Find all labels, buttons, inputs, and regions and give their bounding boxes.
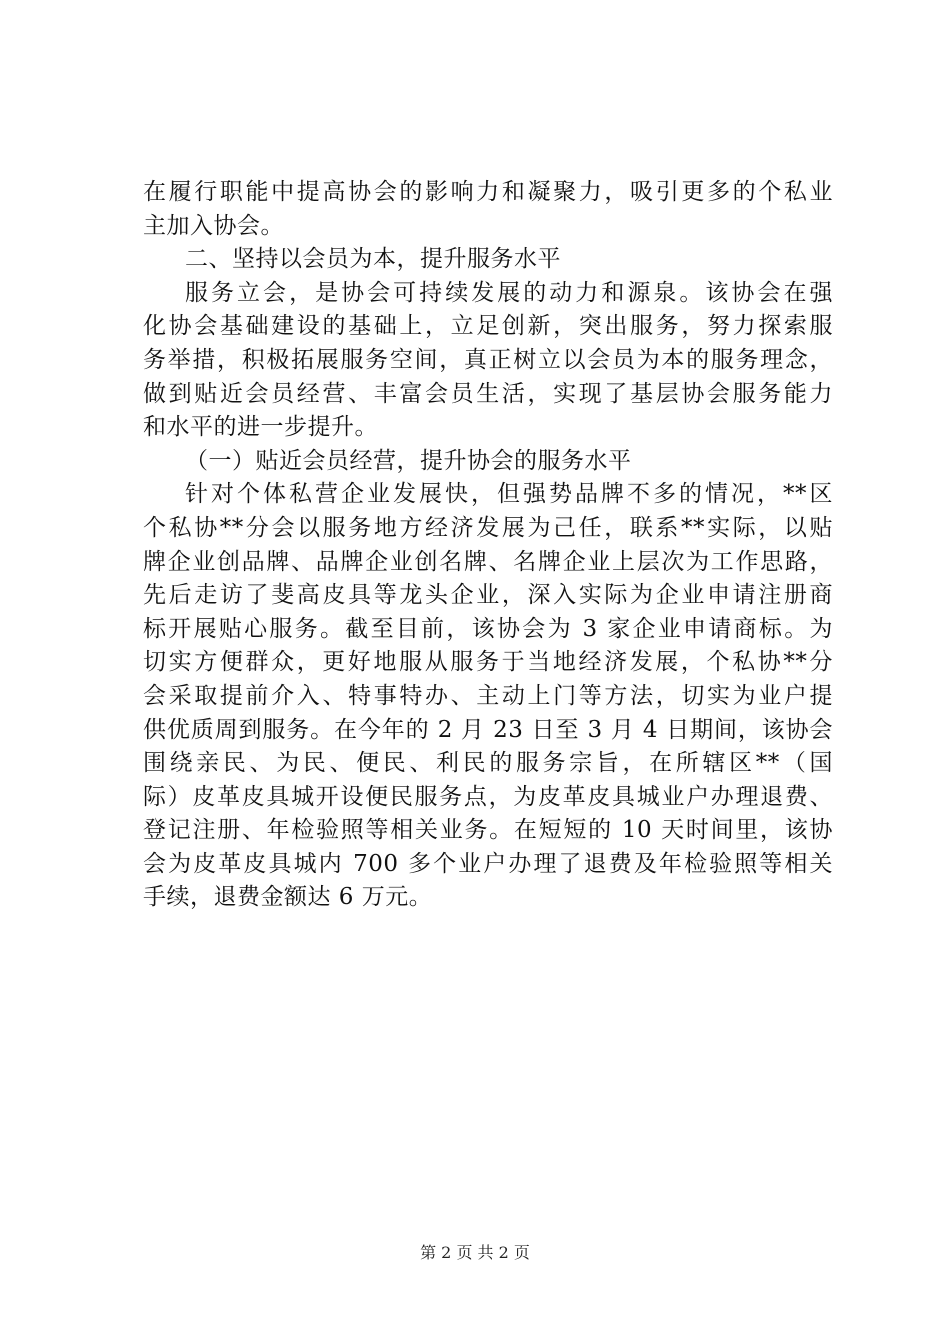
section-heading: 二、坚持以会员为本，提升服务水平 xyxy=(185,246,561,273)
body-text xyxy=(143,176,833,915)
text-line: 化协会基础建设的基础上，立足创新，突出服务，努力探索服 xyxy=(143,313,833,340)
text-line: 围绕亲民、为民、便民、利民的服务宗旨，在所辖区**（国 xyxy=(143,750,833,777)
text-line: 针对个体私营企业发展快，但强势品牌不多的情况，**区 xyxy=(185,481,833,508)
text-line: 和水平的进一步提升。 xyxy=(143,414,378,441)
text-line: 在履行职能中提高协会的影响力和凝聚力，吸引更多的个私业 xyxy=(143,179,833,205)
text-line: 牌企业创品牌、品牌企业创名牌、名牌企业上层次为工作思路， xyxy=(143,548,833,575)
text-line: 会采取提前介入、特事特办、主动上门等方法，切实为业户提 xyxy=(143,682,833,709)
text-line: 个私协**分会以服务地方经济发展为己任，联系**实际，以贴 xyxy=(143,514,833,541)
page-number-footer: 第 2 页 共 2 页 xyxy=(420,1243,530,1262)
text-line: 切实方便群众，更好地服从服务于当地经济发展，个私协**分 xyxy=(143,649,833,676)
text-line: 供优质周到服务。在今年的 2 月 23 日至 3 月 4 日期间，该协会 xyxy=(143,716,833,743)
text-line: 手续，退费金额达 6 万元。 xyxy=(143,884,433,911)
text-line: 会为皮革皮具城内 700 多个业户办理了退费及年检验照等相关 xyxy=(143,850,833,877)
text-line: 登记注册、年检验照等相关业务。在短短的 10 天时间里，该协 xyxy=(143,817,833,844)
text-line: 际）皮革皮具城开设便民服务点，为皮革皮具城业户办理退费、 xyxy=(143,783,833,810)
text-line: 务举措，积极拓展服务空间，真正树立以会员为本的服务理念， xyxy=(143,346,833,373)
text-line: 做到贴近会员经营、丰富会员生活，实现了基层协会服务能力 xyxy=(143,380,833,407)
subsection-heading: （一）贴近会员经营，提升协会的服务水平 xyxy=(185,447,632,474)
text-line: 服务立会，是协会可持续发展的动力和源泉。该协会在强 xyxy=(185,279,833,306)
text-line: 标开展贴心服务。截至目前，该协会为 3 家企业申请商标。为 xyxy=(143,615,833,642)
text-line: 先后走访了斐高皮具等龙头企业，深入实际为企业申请注册商 xyxy=(143,582,833,609)
text-line: 主加入协会。 xyxy=(143,212,284,239)
